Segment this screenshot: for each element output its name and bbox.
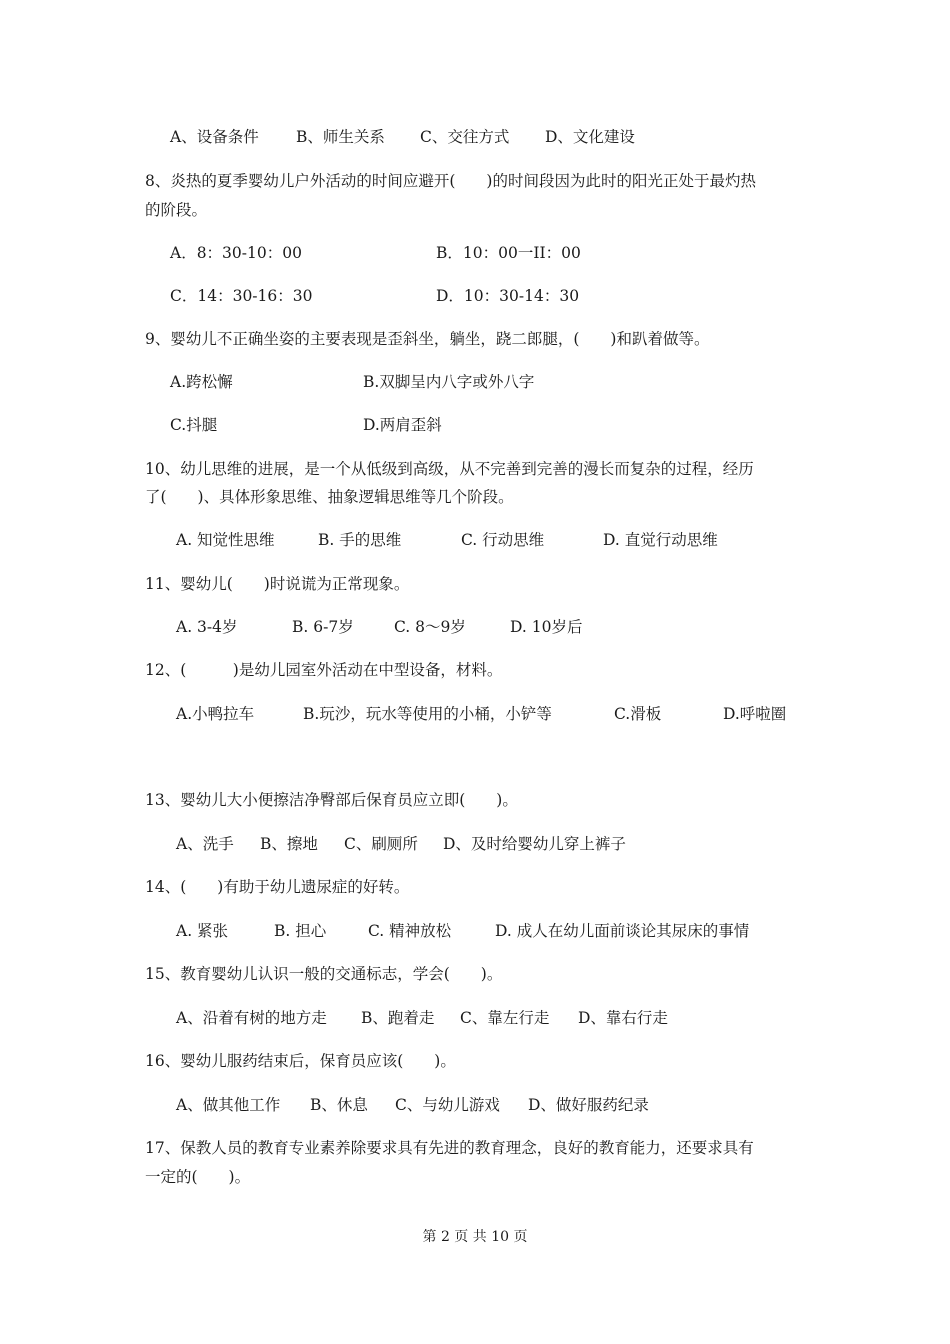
q16-option-b: B、休息 (310, 1096, 368, 1114)
q12-option-a: A.小鸭拉车 (176, 705, 255, 723)
q17-question-line2: 一定的( )。 (145, 1168, 251, 1186)
q9-option-a: A.跨松懈 (170, 373, 233, 391)
q13-option-b: B、擦地 (260, 835, 318, 853)
q9-option-c: C.抖腿 (170, 416, 218, 434)
q9-option-d: D.两肩歪斜 (363, 416, 442, 434)
q8-option-c: C．14：30-16：30 (170, 287, 313, 305)
q8-question-line2: 的阶段。 (145, 201, 208, 219)
q16-question: 16、婴幼儿服药结束后，保育员应该( )。 (145, 1052, 456, 1070)
q11-option-a: A. 3-4岁 (176, 618, 238, 636)
q15-question: 15、教育婴幼儿认识一般的交通标志，学会( )。 (145, 965, 503, 983)
q10-question-line2: 了( )、具体形象思维、抽象逻辑思维等几个阶段。 (145, 488, 514, 506)
q11-option-b: B. 6-7岁 (292, 618, 354, 636)
q14-option-b: B. 担心 (274, 922, 327, 940)
q14-option-d: D. 成人在幼儿面前谈论其尿床的事情 (495, 922, 750, 940)
q17-question-line1: 17、保教人员的教育专业素养除要求具有先进的教育理念，良好的教育能力，还要求具有 (145, 1139, 754, 1157)
q16-option-d: D、做好服药纪录 (528, 1096, 649, 1114)
q12-option-c: C.滑板 (614, 705, 662, 723)
q16-option-a: A、做其他工作 (176, 1096, 281, 1114)
q11-option-d: D. 10岁后 (510, 618, 583, 636)
q7-option-a: A、设备条件 (170, 128, 259, 146)
q12-option-d: D.呼啦圈 (723, 705, 787, 723)
q13-option-d: D、及时给婴幼儿穿上裤子 (443, 835, 626, 853)
q14-option-a: A. 紧张 (176, 922, 229, 940)
q12-option-b: B.玩沙，玩水等使用的小桶，小铲等 (303, 705, 552, 723)
q7-option-b: B、师生关系 (296, 128, 385, 146)
q7-option-d: D、文化建设 (545, 128, 635, 146)
q15-option-b: B、跑着走 (361, 1009, 435, 1027)
q15-option-c: C、靠左行走 (460, 1009, 550, 1027)
q14-question: 14、( )有助于幼儿遗尿症的好转。 (145, 878, 410, 896)
q10-question-line1: 10、幼儿思维的进展，是一个从低级到高级，从不完善到完善的漫长而复杂的过程，经历 (145, 460, 754, 478)
q15-option-d: D、靠右行走 (578, 1009, 668, 1027)
q16-option-c: C、与幼儿游戏 (395, 1096, 500, 1114)
q14-option-c: C. 精神放松 (368, 922, 452, 940)
q7-option-c: C、交往方式 (420, 128, 510, 146)
q12-question: 12、( )是幼儿园室外活动在中型设备，材料。 (145, 661, 503, 679)
q11-question: 11、婴幼儿( )时说谎为正常现象。 (145, 575, 410, 593)
q10-option-a: A. 知觉性思维 (176, 531, 275, 549)
q11-option-c: C. 8～9岁 (394, 618, 466, 636)
q15-option-a: A、沿着有树的地方走 (176, 1009, 327, 1027)
q9-question: 9、婴幼儿不正确坐姿的主要表现是歪斜坐，躺坐，跷二郎腿，( )和趴着做等。 (145, 330, 710, 348)
q8-question-line1: 8、炎热的夏季婴幼儿户外活动的时间应避开( )的时间段因为此时的阳光正处于最灼热 (145, 172, 756, 190)
q10-option-c: C. 行动思维 (461, 531, 545, 549)
q10-option-d: D. 直觉行动思维 (603, 531, 718, 549)
q8-option-b: B．10：00一II：00 (436, 244, 581, 262)
q10-option-b: B. 手的思维 (318, 531, 402, 549)
q13-option-c: C、刷厕所 (344, 835, 418, 853)
q9-option-b: B.双脚呈内八字或外八字 (363, 373, 535, 391)
q13-option-a: A、洗手 (176, 835, 234, 853)
q13-question: 13、婴幼儿大小便擦洁净臀部后保育员应立即( )。 (145, 791, 518, 809)
page-footer: 第 2 页 共 10 页 (422, 1229, 528, 1245)
q8-option-d: D．10：30-14：30 (436, 287, 580, 305)
q8-option-a: A．8：30-10：00 (170, 244, 302, 262)
